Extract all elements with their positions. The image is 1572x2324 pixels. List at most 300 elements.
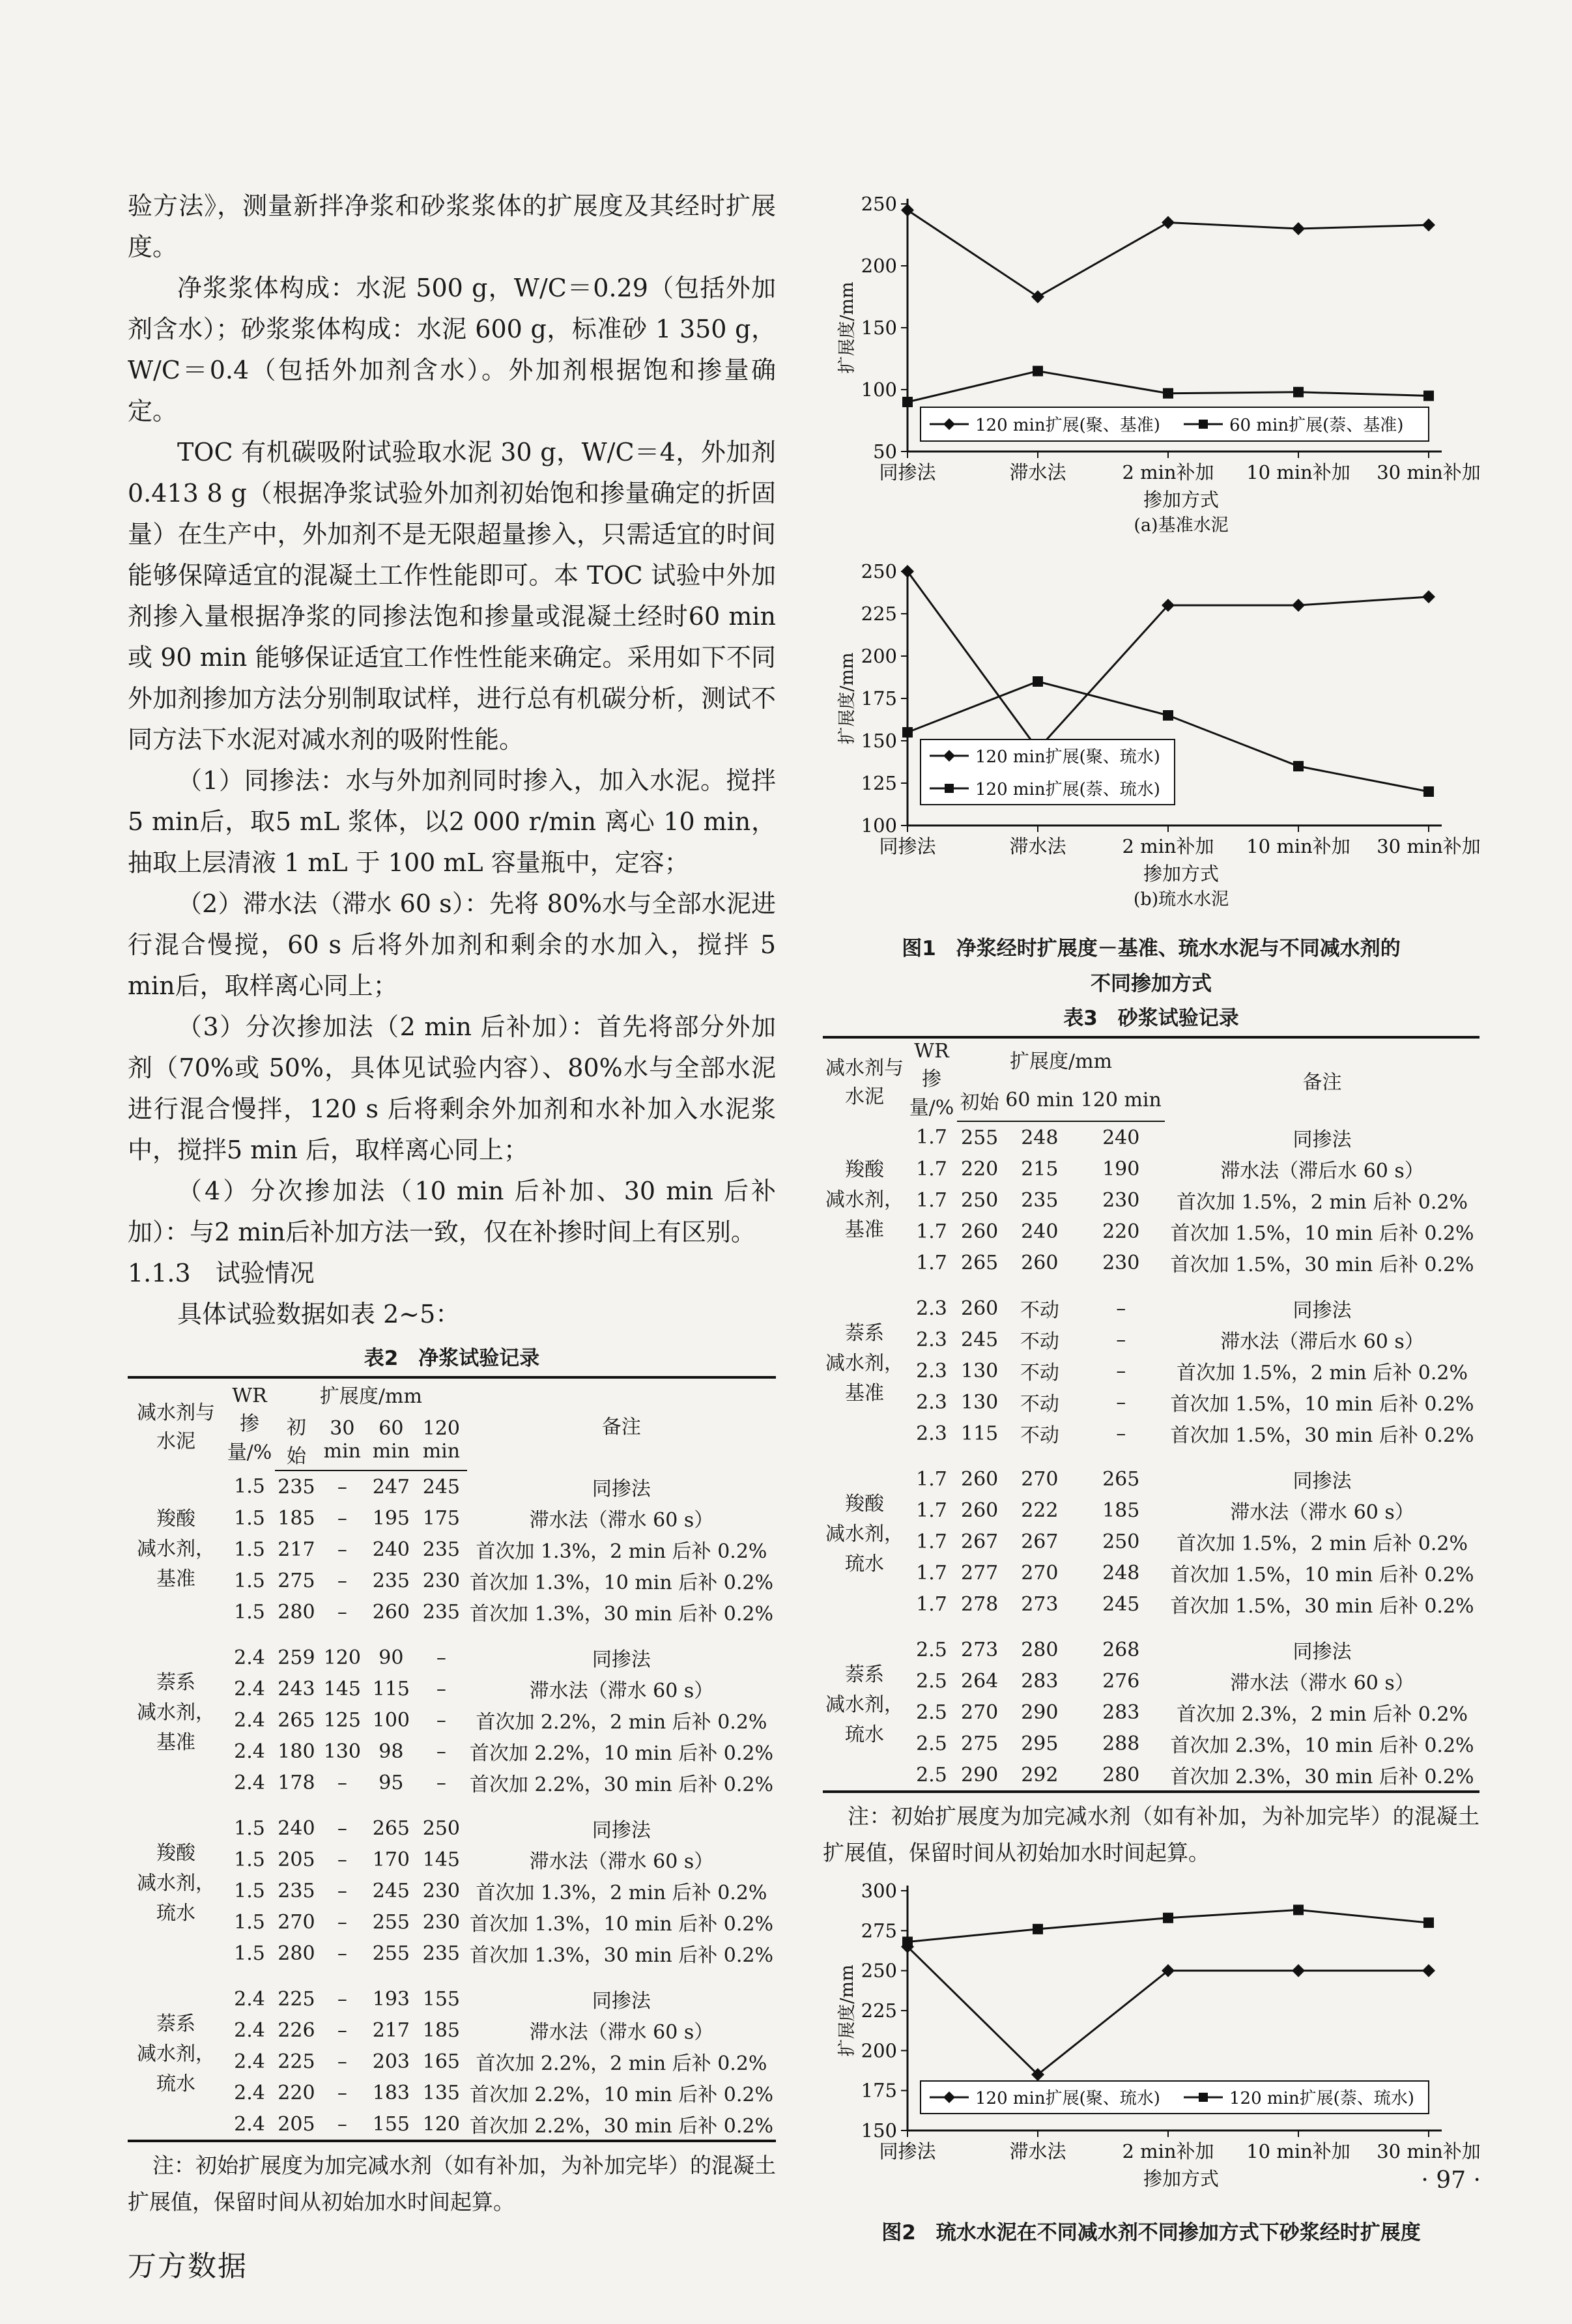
group-label-line: 羧酸 xyxy=(845,1493,884,1515)
table-cell: 265 xyxy=(960,1251,999,1274)
table-cell: 1.5 xyxy=(234,1538,265,1561)
table-cell: 2.4 xyxy=(234,1987,265,2011)
table-cell: 220 xyxy=(278,2081,315,2104)
table-cell: 不动 xyxy=(1020,1299,1059,1322)
table-cell: 首次加 1.5%，30 min 后补 0.2% xyxy=(1170,1424,1474,1447)
group-label-line: 羧酸 xyxy=(845,1158,884,1181)
table-cell: 首次加 1.5%，2 min 后补 0.2% xyxy=(1177,1191,1468,1214)
table-cell: 2.3 xyxy=(916,1422,947,1445)
y-tick-label: 150 xyxy=(861,317,897,339)
group-label xyxy=(823,1278,906,1449)
legend-label: 120 min扩展(聚、琉水) xyxy=(975,2089,1160,2108)
table-cell: 270 xyxy=(278,1910,315,1934)
table-row xyxy=(128,1736,776,1767)
table-cell: 1.7 xyxy=(916,1188,947,1212)
table-cell: – xyxy=(337,1987,347,2011)
table-cell: 滞水法（滞后水 60 s） xyxy=(1220,1330,1424,1353)
table-row xyxy=(823,1495,1479,1526)
table-cell: 275 xyxy=(278,1569,315,1592)
y-tick-label: 100 xyxy=(861,379,897,401)
table-cell: 1.7 xyxy=(916,1126,947,1149)
group-label-line: 羧酸 xyxy=(156,1507,195,1530)
figure2-caption: 图2 琉水水泥在不同减水剂不同掺加方式下砂浆经时扩展度 xyxy=(881,2221,1421,2245)
group-label xyxy=(128,1969,224,2141)
table-cell: 滞水法（滞水 60 s） xyxy=(1230,1501,1414,1524)
table-row xyxy=(823,1526,1479,1557)
table-cell: – xyxy=(337,1848,347,1871)
table-cell: 225 xyxy=(278,1987,315,2011)
table-cell: 260 xyxy=(372,1600,410,1624)
table-cell: 1.5 xyxy=(234,1879,265,1902)
table-cell: 268 xyxy=(1102,1638,1140,1661)
table-cell: 230 xyxy=(422,1569,460,1592)
table-cell: 170 xyxy=(372,1848,410,1871)
table-cell: 155 xyxy=(422,1987,460,2011)
table-cell: 同掺法 xyxy=(1293,1128,1352,1151)
table-cell: 230 xyxy=(422,1879,460,1902)
y-tick-label: 250 xyxy=(861,560,897,582)
table-cell: – xyxy=(337,1879,347,1902)
table-cell: 2.4 xyxy=(234,1771,265,1794)
table-cell: 155 xyxy=(367,2108,416,2141)
group-label-line: 减水剂， xyxy=(825,1693,904,1716)
table-cell: 1.7 xyxy=(916,1467,947,1491)
x-tick-label: 10 min补加 xyxy=(1246,835,1350,857)
table-cell: 2.3 xyxy=(916,1359,947,1383)
table-cell: 250 xyxy=(1102,1530,1140,1553)
table-cell: 滞水法（滞水 60 s） xyxy=(529,1680,714,1702)
table-cell: – xyxy=(337,1569,347,1592)
group-label-line: 萘系 xyxy=(156,2013,195,2035)
table-cell: 100 xyxy=(372,1708,410,1732)
table-row xyxy=(823,1620,1479,1665)
table-row xyxy=(128,2077,776,2108)
table-cell: 1.5 xyxy=(234,1910,265,1934)
y-tick-label: 125 xyxy=(861,772,897,794)
table-cell: 滞水法（滞水 60 s） xyxy=(529,2021,714,2044)
table-cell: – xyxy=(337,1475,347,1499)
table-cell: 280 xyxy=(278,1942,315,1965)
table-cell: 193 xyxy=(372,1987,410,2011)
y-axis-label: 扩展度/mm xyxy=(837,1964,857,2057)
table-cell: 首次加 2.3%，30 min 后补 0.2% xyxy=(1165,1759,1479,1792)
table-row xyxy=(128,1798,776,1844)
watermark-text: 万方数据 xyxy=(128,2250,248,2283)
table-cell: 滞水法（滞水 60 s） xyxy=(1230,1672,1414,1695)
table-cell: 首次加 1.3%，2 min 后补 0.2% xyxy=(476,1882,767,1904)
table-cell: 98 xyxy=(379,1740,404,1763)
table-cell: 130 xyxy=(960,1359,999,1383)
table-cell: 同掺法 xyxy=(592,1819,651,1842)
table-cell: 1.7 xyxy=(916,1499,947,1522)
data-point xyxy=(1423,391,1434,401)
table-cell: 125 xyxy=(323,1708,361,1732)
x-tick-label: 2 min补加 xyxy=(1122,835,1214,857)
table-cell: 135 xyxy=(422,2081,460,2104)
table-cell: 250 xyxy=(960,1188,999,1212)
table-cell: 首次加 1.3%，30 min 后补 0.2% xyxy=(469,1944,773,1967)
legend-label: 120 min扩展(萘、琉水) xyxy=(975,780,1160,799)
table-cell: 255 xyxy=(960,1126,999,1149)
t2-header-agent: 减水剂与水泥 xyxy=(137,1401,215,1453)
table-cell: 2.5 xyxy=(916,1669,947,1693)
left-column xyxy=(128,186,776,2220)
table-cell: 255 xyxy=(372,1910,410,1934)
table-cell: 267 xyxy=(960,1530,999,1553)
paragraph-3: TOC 有机碳吸附试验取水泥 30 g，W/C＝4，外加剂0.413 8 g（根据净浆试验外加剂初始饱和掺量确定的折固量）在生产中，外加剂不是无限超量掺入，只需适宜的时间能够保障适宜的混凝土工作性能即可。本 TOC 试验中外加剂掺入量根据净浆的同掺法饱和掺量或混凝土经时60 min或 90 min 能够保证适宜工作性性能来确定。采用如下不同外加剂掺加方法分别制取试样，进行总有机碳分析，测试不同方法下水泥对减水剂的吸附性能。 xyxy=(128,438,776,754)
table-row xyxy=(128,1534,776,1565)
table-cell: 同掺法 xyxy=(1293,1641,1352,1663)
table-cell: 278 xyxy=(960,1592,999,1616)
group-label-line: 萘系 xyxy=(845,1322,884,1345)
table3-caption: 表3 砂浆试验记录 xyxy=(1063,1007,1239,1030)
table-cell: 首次加 1.3%，10 min 后补 0.2% xyxy=(469,1571,773,1594)
y-tick-label: 200 xyxy=(861,2039,897,2062)
table-cell: 首次加 2.2%，10 min 后补 0.2% xyxy=(469,2084,773,2106)
table2-note: 注：初始扩展度为加完减水剂（如有补加，为补加完毕）的混凝土扩展值，保留时间从初始加水时间起算。 xyxy=(128,2153,776,2215)
x-tick-label: 30 min补加 xyxy=(1377,835,1479,857)
table-cell: 2.4 xyxy=(234,1708,265,1732)
data-point xyxy=(1033,676,1043,687)
table-row xyxy=(128,1767,776,1798)
table-cell: 248 xyxy=(1102,1561,1140,1585)
data-point xyxy=(1162,216,1175,229)
group-label-line: 减水剂， xyxy=(137,1701,215,1724)
x-tick-label: 2 min补加 xyxy=(1122,2140,1214,2162)
group-label-line: 基准 xyxy=(156,1567,195,1590)
table-cell: 270 xyxy=(1021,1561,1059,1585)
table-cell: 265 xyxy=(278,1708,315,1732)
table-cell: 首次加 1.5%，10 min 后补 0.2% xyxy=(1170,1222,1474,1245)
table-cell: – xyxy=(1116,1422,1126,1445)
table-row xyxy=(128,1906,776,1938)
group-label-line: 减水剂， xyxy=(825,1352,904,1375)
table3-body xyxy=(823,1121,1479,1792)
table-cell: 1.7 xyxy=(916,1561,947,1585)
table-row xyxy=(823,1184,1479,1216)
table-cell: 1.7 xyxy=(916,1157,947,1181)
y-tick-label: 250 xyxy=(861,193,897,215)
data-point xyxy=(1293,387,1304,397)
table-cell: 首次加 2.3%，10 min 后补 0.2% xyxy=(1170,1734,1474,1757)
group-label-line: 基准 xyxy=(845,1382,884,1405)
table-cell: 145 xyxy=(422,1848,460,1871)
table-cell: 222 xyxy=(1021,1499,1059,1522)
table-cell: 滞水法（滞后水 60 s） xyxy=(1220,1160,1424,1183)
legend-marker xyxy=(1199,2093,1208,2102)
t3-header-spread: 扩展度/mm xyxy=(1010,1050,1113,1073)
group-label xyxy=(128,1470,224,1628)
table-cell: 同掺法 xyxy=(1293,1470,1352,1493)
table-cell: 首次加 2.3%，2 min 后补 0.2% xyxy=(1177,1703,1468,1726)
t3-header-init: 初始 xyxy=(957,1080,1002,1121)
table-cell: 292 xyxy=(1002,1759,1077,1792)
table-row xyxy=(823,1557,1479,1588)
table-row xyxy=(823,1247,1479,1278)
table-row xyxy=(128,1938,776,1969)
table-cell: 245 xyxy=(960,1328,999,1351)
table-cell: 265 xyxy=(1102,1467,1140,1491)
table-row xyxy=(823,1216,1479,1247)
table2-caption: 表2 净浆试验记录 xyxy=(364,1347,540,1370)
data-point xyxy=(902,727,913,738)
t3-header-agent: 减水剂与水泥 xyxy=(825,1056,904,1108)
group-label-line: 琉水 xyxy=(156,1902,195,1925)
legend-marker xyxy=(945,784,954,793)
table-cell: 205 xyxy=(278,1848,315,1871)
table-cell: 185 xyxy=(1102,1499,1140,1522)
table-row xyxy=(128,1875,776,1906)
table3 xyxy=(823,1036,1479,1793)
table-cell: 180 xyxy=(278,1740,315,1763)
table-row xyxy=(823,1665,1479,1697)
y-tick-label: 100 xyxy=(861,814,897,837)
x-tick-label: 2 min补加 xyxy=(1122,461,1214,483)
data-point xyxy=(1422,1964,1435,1977)
data-point xyxy=(902,397,913,407)
t2-header-120: 120 min xyxy=(416,1410,467,1470)
table-cell: 1.5 xyxy=(234,1848,265,1871)
t3-header-note: 备注 xyxy=(1302,1070,1342,1094)
table-cell: 276 xyxy=(1102,1669,1140,1693)
table-cell: 1.7 xyxy=(916,1530,947,1553)
legend-marker xyxy=(1199,420,1208,429)
x-tick-label: 10 min补加 xyxy=(1246,2140,1350,2162)
y-tick-label: 175 xyxy=(861,687,897,710)
table-cell: 同掺法 xyxy=(592,1990,651,2013)
group-label xyxy=(128,1798,224,1969)
data-point xyxy=(1293,1904,1304,1915)
group-label-line: 基准 xyxy=(845,1218,884,1241)
table-cell: – xyxy=(337,1771,347,1794)
table-row xyxy=(823,1386,1479,1418)
table-cell: 2.4 xyxy=(234,2081,265,2104)
table3-note: 注：初始扩展度为加完减水剂（如有补加，为补加完毕）的混凝土扩展值，保留时间从初始加水时间起算。 xyxy=(823,1803,1479,1865)
y-tick-label: 300 xyxy=(861,1880,897,1902)
x-axis-label: 掺加方式 xyxy=(1143,489,1220,511)
table-cell: 260 xyxy=(960,1220,999,1243)
t2-header-note: 备注 xyxy=(601,1415,641,1439)
x-axis-label: 掺加方式 xyxy=(1143,863,1220,885)
table-row xyxy=(128,1565,776,1596)
group-label-line: 琉水 xyxy=(845,1553,884,1575)
y-axis-label: 扩展度/mm xyxy=(837,281,857,374)
table-cell: 1.7 xyxy=(916,1592,947,1616)
table-cell: 90 xyxy=(379,1646,404,1669)
table-row xyxy=(823,1121,1479,1153)
x-tick-label: 30 min补加 xyxy=(1377,2140,1479,2162)
table-row xyxy=(128,2046,776,2077)
t2-header-init: 初始 xyxy=(275,1410,318,1470)
group-label-line: 减水剂， xyxy=(137,1537,215,1560)
table-cell: 175 xyxy=(422,1506,460,1530)
table-cell: 235 xyxy=(422,1538,460,1561)
table-cell: 2.3 xyxy=(916,1390,947,1414)
table-row xyxy=(128,1470,776,1502)
table-cell: – xyxy=(1116,1359,1126,1383)
data-point xyxy=(1033,366,1043,377)
table-cell: 2.4 xyxy=(234,1646,265,1669)
y-tick-label: 200 xyxy=(861,255,897,277)
table-cell: 264 xyxy=(960,1669,999,1693)
table-cell: 不动 xyxy=(1020,1330,1059,1353)
figure1a-chart xyxy=(823,186,1479,551)
figure1-caption-line1: 图1 净浆经时扩展度－基准、琉水水泥与不同减水剂的 xyxy=(902,937,1401,960)
table-cell: – xyxy=(337,1910,347,1934)
table-cell: 280 xyxy=(1021,1638,1059,1661)
table-cell: 1.5 xyxy=(234,1475,265,1498)
table-cell: – xyxy=(337,2018,347,2042)
table-cell: 1.5 xyxy=(234,1569,265,1592)
table-cell: 185 xyxy=(422,2018,460,2042)
table-cell: 230 xyxy=(1102,1188,1140,1212)
right-column xyxy=(823,186,1479,2250)
group-label xyxy=(128,1628,224,1798)
paragraph-6: （3）分次掺加法（2 min 后补加）：首先将部分外加剂（70%或 50%，具体见试验内容）、80%水与全部水泥进行混合慢拌，120 s 后将剩余外加剂和水补加入水泥浆中，搅拌5 min 后，取样离心同上； xyxy=(128,1012,776,1164)
table-cell: 2.4 xyxy=(224,2108,275,2141)
table-cell: 235 xyxy=(278,1475,315,1499)
group-label xyxy=(823,1121,906,1278)
group-label-line: 减水剂， xyxy=(137,2043,215,2065)
table-cell: 270 xyxy=(960,1700,999,1724)
y-tick-label: 50 xyxy=(873,440,897,463)
paragraph-1: 验方法》，测量新拌净浆和砂浆浆体的扩展度及其经时扩展度。 xyxy=(128,192,776,261)
data-point xyxy=(1422,218,1435,231)
y-tick-label: 250 xyxy=(861,1959,897,1982)
table-cell: 2.5 xyxy=(916,1638,947,1661)
data-point xyxy=(902,1937,913,1947)
table-cell: 273 xyxy=(1021,1592,1059,1616)
table-cell: – xyxy=(436,1677,446,1700)
table-cell: 245 xyxy=(1102,1592,1140,1616)
table-cell: 130 xyxy=(960,1390,999,1414)
data-point xyxy=(1031,291,1044,304)
table-row xyxy=(823,1355,1479,1386)
table-cell: 首次加 2.2%，30 min 后补 0.2% xyxy=(469,1773,773,1796)
table-cell: 220 xyxy=(960,1157,999,1181)
table-cell: 190 xyxy=(1102,1157,1140,1181)
table-cell: 同掺法 xyxy=(592,1648,651,1671)
table-cell: 1.5 xyxy=(234,1942,265,1965)
table-cell: – xyxy=(337,2081,347,2104)
table-cell: 首次加 2.2%，30 min 后补 0.2% xyxy=(467,2108,776,2141)
table-cell: – xyxy=(337,1506,347,1530)
section-heading: 1.1.3 试验情况 xyxy=(128,1259,315,1287)
x-tick-label: 同掺法 xyxy=(879,2140,936,2162)
chart-title: (b)琉水水泥 xyxy=(1133,889,1229,910)
group-label-line: 减水剂， xyxy=(137,1872,215,1895)
table-cell: 1.5 xyxy=(234,1600,265,1624)
table-cell: 243 xyxy=(278,1677,315,1700)
figure1-caption-line2: 不同掺加方式 xyxy=(1091,972,1212,996)
x-tick-label: 滞水法 xyxy=(1009,2140,1066,2162)
table-cell: 240 xyxy=(372,1538,410,1561)
table2 xyxy=(128,1376,776,2142)
table-cell: 260 xyxy=(960,1297,999,1320)
table-cell: 240 xyxy=(1021,1220,1059,1243)
group-label xyxy=(823,1449,906,1620)
y-tick-label: 200 xyxy=(861,645,897,667)
y-tick-label: 150 xyxy=(861,730,897,752)
y-tick-label: 225 xyxy=(861,2000,897,2022)
table-cell: 235 xyxy=(1021,1188,1059,1212)
table-cell: 240 xyxy=(1102,1126,1140,1149)
data-point xyxy=(1292,599,1305,612)
table-cell: 259 xyxy=(278,1646,315,1669)
table-cell: 217 xyxy=(372,2018,410,2042)
table-row xyxy=(128,1704,776,1736)
figure2-chart xyxy=(823,1874,1479,2213)
table-cell: – xyxy=(337,1538,347,1561)
table-cell: – xyxy=(436,1708,446,1732)
x-tick-label: 滞水法 xyxy=(1009,461,1066,483)
table-cell: 2.3 xyxy=(916,1297,947,1320)
group-label-line: 琉水 xyxy=(845,1723,884,1746)
t2-header-60: 60 min xyxy=(367,1410,416,1470)
table-row xyxy=(128,2108,776,2141)
table-cell: 220 xyxy=(1102,1220,1140,1243)
table-cell: 首次加 1.5%，10 min 后补 0.2% xyxy=(1170,1393,1474,1416)
table-cell: 280 xyxy=(278,1600,315,1624)
table-cell: 同掺法 xyxy=(1293,1299,1352,1322)
table-cell: 235 xyxy=(422,1942,460,1965)
table-cell: – xyxy=(337,1600,347,1624)
table-cell: 267 xyxy=(1021,1530,1059,1553)
paragraph-7: （4）分次掺加法（10 min 后补加、30 min 后补加）：与2 min后补加方法一致，仅在补掺时间上有区别。 xyxy=(128,1177,776,1246)
legend-label: 120 min扩展(萘、琉水) xyxy=(1229,2089,1414,2108)
group-label-line: 减水剂， xyxy=(825,1188,904,1211)
x-tick-label: 滞水法 xyxy=(1009,835,1066,857)
table-cell: 95 xyxy=(379,1771,404,1794)
table-row xyxy=(823,1697,1479,1728)
table-row xyxy=(823,1278,1479,1324)
table-cell: 183 xyxy=(372,2081,410,2104)
table-cell: 130 xyxy=(323,1740,361,1763)
table-cell: 2.4 xyxy=(234,1677,265,1700)
data-point xyxy=(1292,1964,1305,1977)
table-cell: 290 xyxy=(957,1759,1002,1792)
page-number: · 97 · xyxy=(1421,2167,1481,2194)
legend-label: 60 min扩展(萘、基准) xyxy=(1229,416,1404,435)
data-point xyxy=(901,204,914,217)
table-cell: 290 xyxy=(1021,1700,1059,1724)
table-cell: 首次加 1.3%，2 min 后补 0.2% xyxy=(476,1540,767,1563)
group-label-line: 基准 xyxy=(156,1731,195,1754)
data-point xyxy=(1423,786,1434,797)
table-cell: 217 xyxy=(278,1538,315,1561)
table-cell: – xyxy=(436,1646,446,1669)
chart-title: (a)基准水泥 xyxy=(1134,515,1229,536)
table-cell: 首次加 2.2%，10 min 后补 0.2% xyxy=(469,1742,773,1765)
table-cell: 首次加 1.5%，30 min 后补 0.2% xyxy=(1170,1254,1474,1276)
table-row xyxy=(128,1673,776,1704)
table-cell: 235 xyxy=(278,1879,315,1902)
table-cell: 2.5 xyxy=(906,1759,957,1792)
group-label-line: 萘系 xyxy=(845,1663,884,1686)
table-cell: 滞水法（滞水 60 s） xyxy=(529,1850,714,1873)
group-label-line: 萘系 xyxy=(156,1671,195,1694)
table-cell: 230 xyxy=(1102,1251,1140,1274)
paragraph-2: 净浆浆体构成：水泥 500 g，W/C＝0.29（包括外加剂含水）；砂浆浆体构成：水泥 600 g，标准砂 1 350 g，W/C＝0.4（包括外加剂含水）。外加剂根据饱和掺量确定。 xyxy=(128,274,776,425)
y-tick-label: 225 xyxy=(861,603,897,625)
y-axis-label: 扩展度/mm xyxy=(837,652,857,745)
figure1b-chart xyxy=(823,558,1479,923)
data-point xyxy=(1422,590,1435,603)
table-cell: 1.7 xyxy=(916,1251,947,1274)
table-row xyxy=(128,1502,776,1534)
table-cell: 同掺法 xyxy=(592,1477,651,1500)
table-cell: 首次加 2.2%，2 min 后补 0.2% xyxy=(476,2052,767,2075)
